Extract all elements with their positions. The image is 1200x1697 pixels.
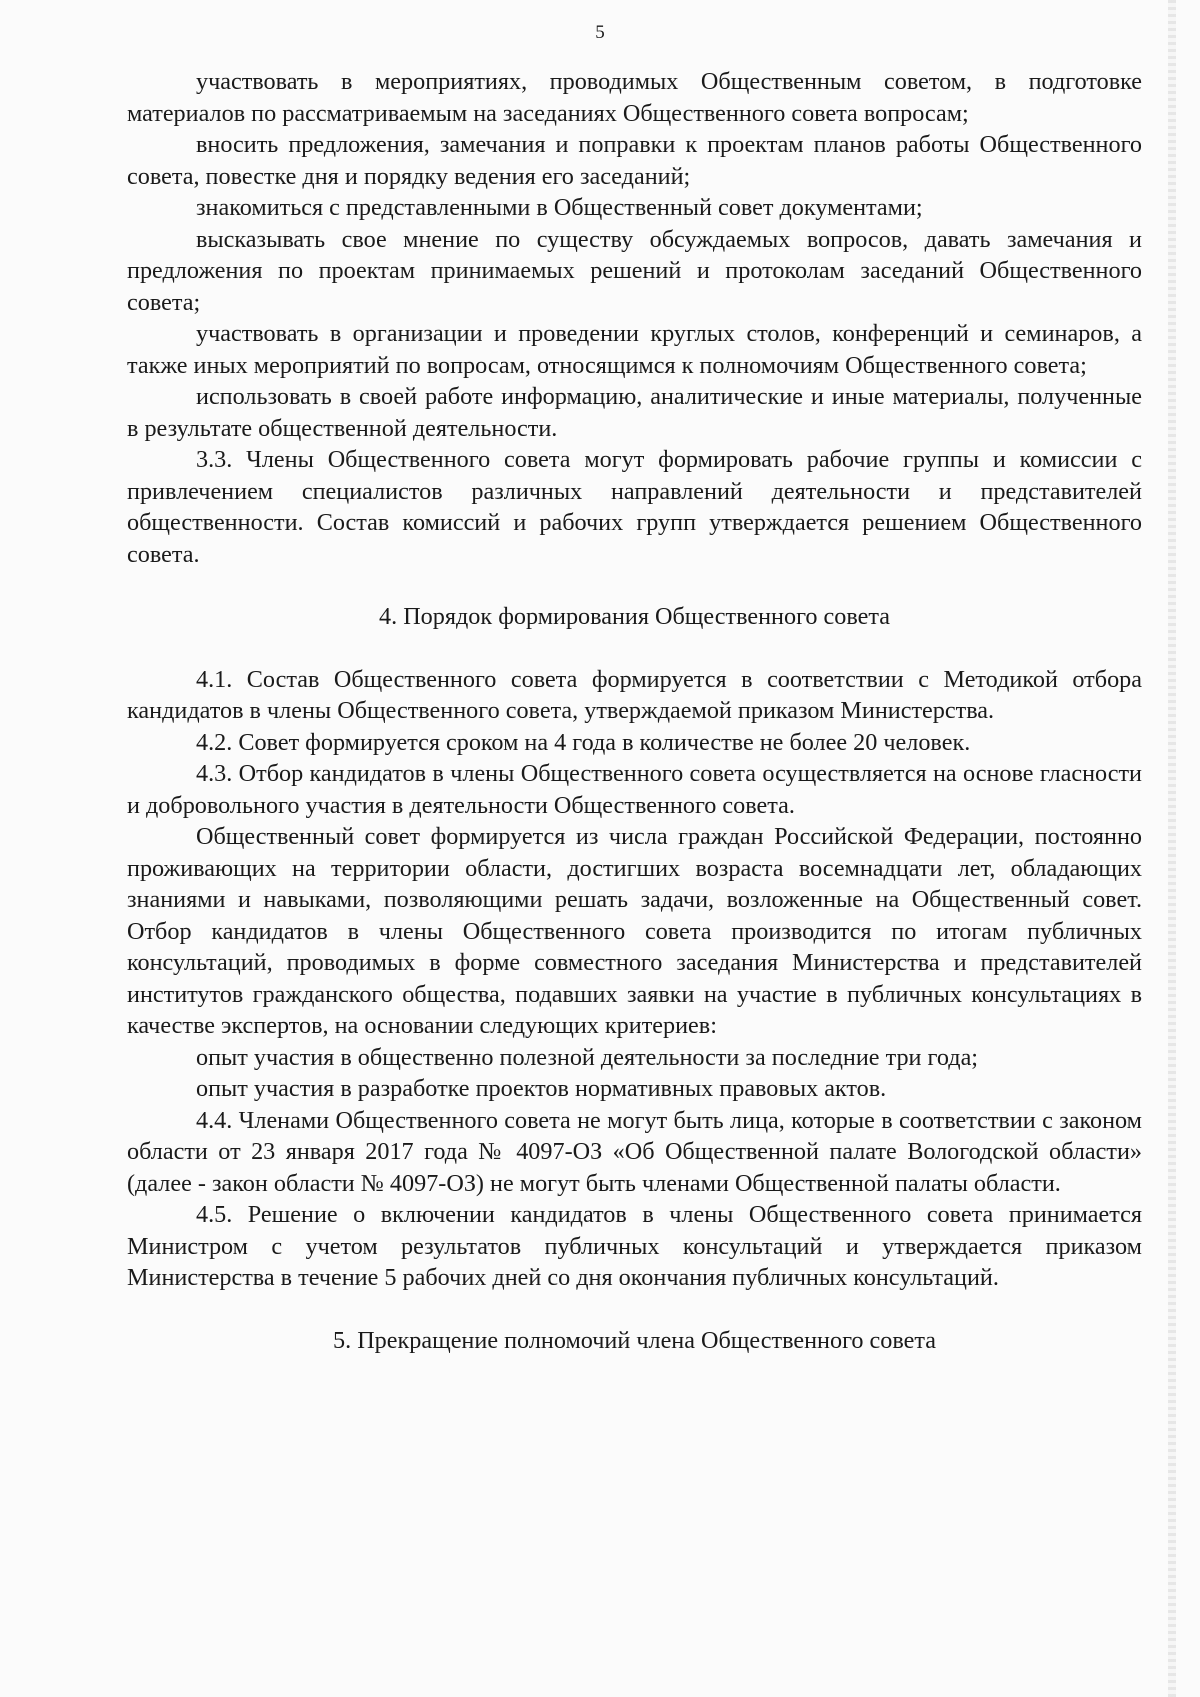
paragraph: опыт участия в общественно полезной деятельности за последние три года;: [196, 1043, 979, 1071]
paragraph: участвовать в организации и проведении круглых столов, конференций и семинаров, а также иных мероприятий по вопросам, относящимся к полномочиям Общественного совета;: [127, 320, 1142, 379]
section-heading-4: 4. Порядок формирования Общественного совета: [379, 603, 890, 630]
scan-edge-artifact: [1168, 0, 1176, 1697]
paragraph: 4.4. Членами Общественного совета не могут быть лица, которые в соответствии с законом области от 23 января 2017 года № 4097-ОЗ «Об Общественной палате Вологодской области» (далее - закон области № 4097-ОЗ) не могут быть членами Общественной палаты области.: [127, 1106, 1142, 1197]
paragraph: Общественный совет формируется из числа граждан Российской Федерации, постоянно проживающих на территории области, достигших возраста восемнадцати лет, обладающих знаниями и навыками, позволяющими решать задачи, возложенные на Общественный совет. Отбор кандидатов в члены Общественного совета производится по итогам публичных консультаций, проводимых в форме совместного заседания Министерства и представителей институтов гражданского общества, подавших заявки на участие в публичных консультациях в качестве экспертов, на основании следующих критериев:: [127, 823, 1142, 1039]
paragraph: 4.5. Решение о включении кандидатов в члены Общественного совета принимается Министром с учетом результатов публичных консультаций и утверждается приказом Министерства в течение 5 рабочих дней со дня окончания публичных консультаций.: [127, 1201, 1142, 1291]
section-heading-5: 5. Прекращение полномочий члена Общественного совета: [333, 1326, 936, 1354]
document-body: [127, 66, 1142, 1356]
paragraph: 3.3. Члены Общественного совета могут формировать рабочие группы и комиссии с привлечением специалистов различных направлений деятельности и представителей общественности. Состав комиссий и рабочих групп утверждается решением Общественного совета.: [127, 446, 1142, 568]
paragraph: участвовать в мероприятиях, проводимых Общественным советом, в подготовке материалов по рассматриваемым на заседаниях Общественного совета вопросам;: [127, 68, 1142, 127]
paragraph: 4.3. Отбор кандидатов в члены Общественного совета осуществляется на основе гласности и добровольного участия в деятельности Общественного совета.: [127, 760, 1142, 819]
paragraph: 4.2. Совет формируется сроком на 4 года в количестве не более 20 человек.: [196, 728, 971, 756]
paragraph: опыт участия в разработке проектов нормативных правовых актов.: [196, 1075, 887, 1102]
page-number: 5: [595, 22, 605, 43]
paragraph: вносить предложения, замечания и поправки к проектам планов работы Общественного совета, повестке дня и порядку ведения его заседаний;: [127, 131, 1142, 190]
paragraph: 4.1. Состав Общественного совета формируется в соответствии с Методикой отбора кандидатов в члены Общественного совета, утверждаемой приказом Министерства.: [127, 665, 1142, 724]
paragraph: использовать в своей работе информацию, аналитические и иные материалы, полученные в результате общественной деятельности.: [127, 383, 1142, 442]
paragraph: знакомиться с представленными в Общественный совет документами;: [196, 194, 923, 221]
paragraph: высказывать свое мнение по существу обсуждаемых вопросов, давать замечания и предложения по проектам принимаемых решений и протоколам заседаний Общественного совета;: [127, 225, 1142, 316]
